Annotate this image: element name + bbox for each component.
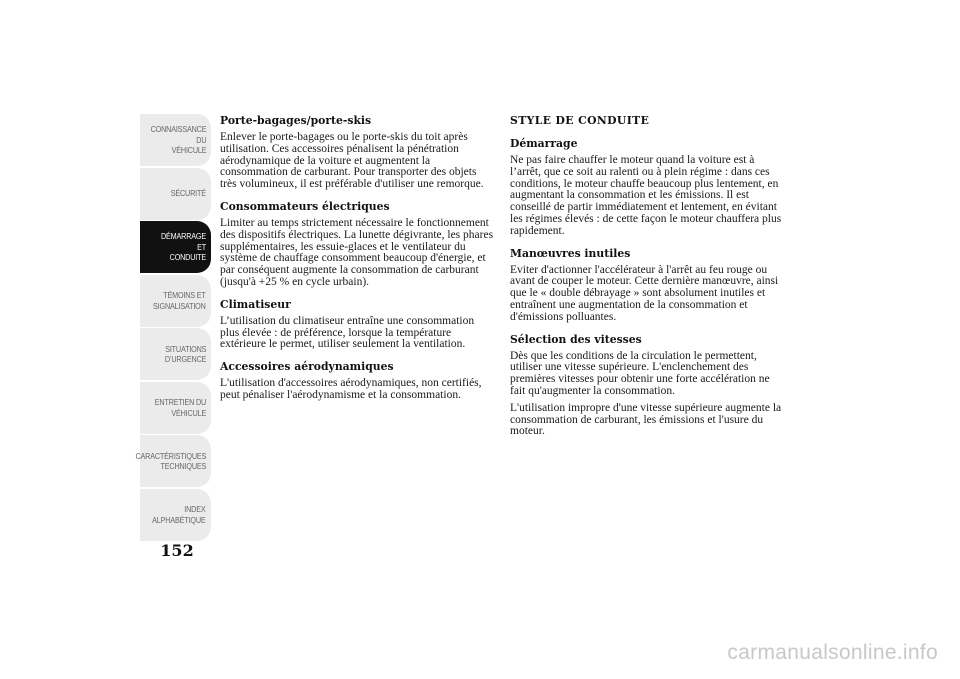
paragraph: L'utilisation impropre d'une vitesse supérieure augmente la consommation de carburant, les émissions et l'usure du moteur. xyxy=(510,401,782,438)
section-heading: Manœuvres inutiles xyxy=(510,246,631,260)
right-sections xyxy=(510,137,785,438)
sidebar-tab-situations-d-urgence[interactable] xyxy=(140,328,211,380)
section-heading: Démarrage xyxy=(510,137,578,150)
section-heading: Climatiseur xyxy=(220,297,291,311)
sidebar-tab-temoins-et-signalisation[interactable] xyxy=(140,275,211,327)
chapter-sidebar xyxy=(135,114,211,542)
sidebar-tab-label: CONNAISSANCE DU VÉHICULE xyxy=(150,124,206,156)
section-selection-des-vitesses xyxy=(510,333,785,439)
section-heading: Accessoires aérodynamiques xyxy=(220,360,394,374)
section-demarrage xyxy=(510,137,785,238)
sidebar-tab-label: SITUATIONS D’URGENCE xyxy=(164,343,206,364)
section-climatiseur xyxy=(220,298,495,351)
sidebar-tab-demarrage-et-conduite[interactable] xyxy=(140,221,211,273)
left-column xyxy=(220,114,495,411)
paragraph: Ne pas faire chauffer le moteur quand la voiture est à l’arrêt, que ce soit au ralenti ou à plein régime : dans ces conditions, le moteur chauffe beaucoup plus lentement, en augmentant la consommation et les émissions. Il est conseillé de partir immédiatement et lentement, en évitant les régimes élevés : de cette façon le moteur chauffera plus rapidement. xyxy=(510,154,782,237)
sidebar-tab-entretien-du-vehicule[interactable] xyxy=(140,382,211,434)
watermark: carmanualsonline.info xyxy=(727,641,938,664)
paragraph: Eviter d'actionner l'accélérateur à l'arrêt au feu rouge ou avant de couper le moteur. Cette dernière manœuvre, ainsi que le « double débrayage » sont absolument inutiles et entraînent une augmentation de la consommation et d'émissions polluantes. xyxy=(510,263,779,323)
section-consommateurs-electriques xyxy=(220,200,495,289)
right-column xyxy=(510,114,785,447)
paragraph: L'utilisation d'accessoires aérodynamiques, non certifiés, peut pénaliser l'aérodynamisme et la consommation. xyxy=(220,377,482,401)
sidebar-tab-label: CARACTÉRISTIQUES TECHNIQUES xyxy=(135,450,206,471)
sidebar-tab-label: SÉCURITÉ xyxy=(170,188,206,199)
section-accessoires-aerodynamiques xyxy=(220,360,495,402)
sidebar-tab-label: DÉMARRAGE ET CONDUITE xyxy=(160,231,206,263)
sidebar-tab-label: TÉMOINS ET SIGNALISATION xyxy=(153,290,206,311)
paragraph: Limiter au temps strictement nécessaire le fonctionnement des dispositifs électriques. La lunette dégivrante, les phares supplémentaires, les essuie-glaces et le ventilateur du système de chauffage consomment beaucoup d'énergie, et par conséquent augmente la consommation de carburant (jusqu'à +25 % en cycle urbain). xyxy=(220,216,494,288)
sidebar-tab-label: INDEX ALPHABÉTIQUE xyxy=(152,504,206,525)
page-number: 152 xyxy=(160,541,194,560)
paragraph: L’utilisation du climatiseur entraîne une consommation plus élevée : de préférence, lorsque la température extérieure le permet, utiliser seulement la ventilation. xyxy=(220,314,475,351)
paragraph: Enlever le porte-bagages ou le porte-skis du toit après utilisation. Ces accessoires pénalisent la pénétration aérodynamique de la voiture et augmentent la consommation de carburant. Pour transporter des objets très volumineux, il est préférable d'utiliser une remorque. xyxy=(220,131,484,191)
section-heading: Sélection des vitesses xyxy=(510,332,642,346)
section-porte-bagages-porte-skis xyxy=(220,114,495,191)
sidebar-tab-connaissance-du-vehicule[interactable] xyxy=(140,114,211,166)
sidebar-tab-index-alphabetique[interactable] xyxy=(140,489,211,541)
sidebar-tab-caracteristiques-techniques[interactable] xyxy=(135,435,211,487)
section-title: STYLE DE CONDUITE xyxy=(510,114,650,127)
section-heading: Porte-bagages/porte-skis xyxy=(220,114,372,127)
paragraph: Dès que les conditions de la circulation le permettent, utiliser une vitesse supérieure. L'enclenchement des premières vitesses pour obtenir une forte accélération ne fait qu'augmenter la consommation. xyxy=(510,349,770,397)
section-heading: Consommateurs électriques xyxy=(220,199,390,213)
section-manoeuvres-inutiles xyxy=(510,247,785,324)
sidebar-tab-label: ENTRETIEN DU VÉHICULE xyxy=(154,397,206,418)
sidebar-tab-securite[interactable] xyxy=(140,168,211,220)
